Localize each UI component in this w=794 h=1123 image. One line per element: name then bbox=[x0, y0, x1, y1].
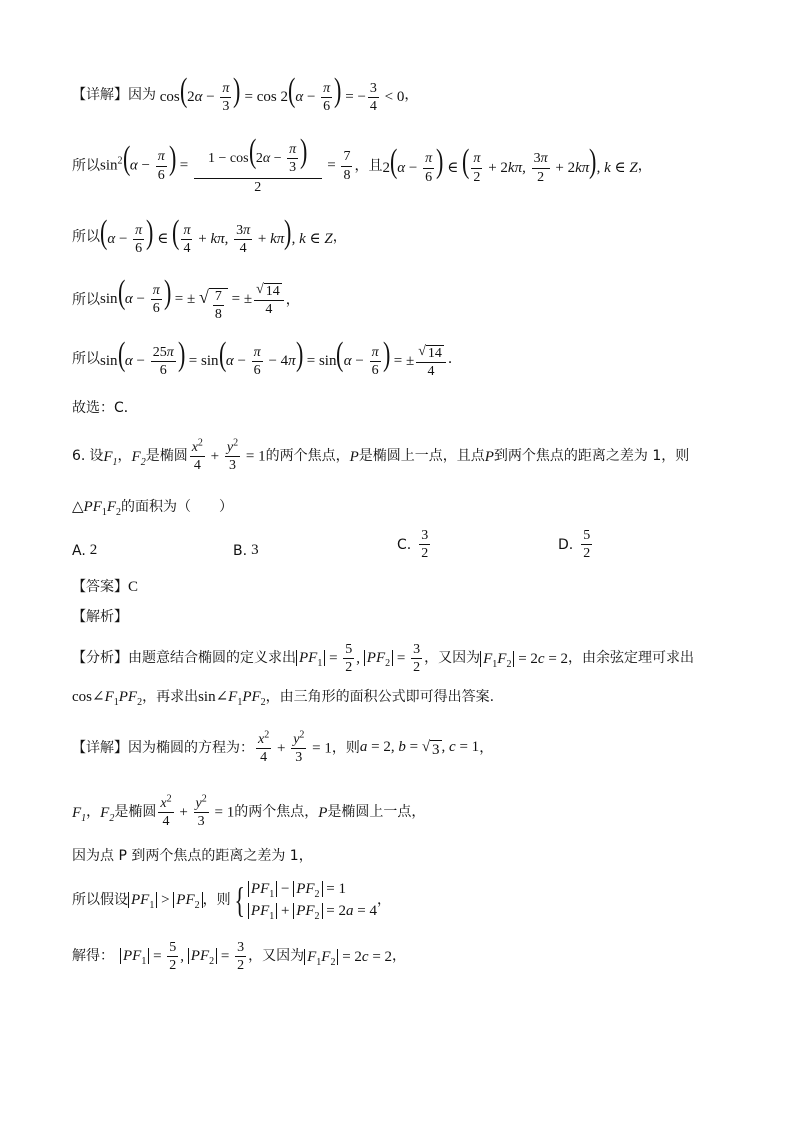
detail-q6-line-5 bbox=[72, 940, 754, 974]
math-range-alpha: (α − $\frac{\pi}{6}$ ) ∈ ( $\frac{\pi}{4}$ + kπ, $\frac{3\pi}{4}$ + kπ), k ∈ Z bbox=[99, 214, 333, 257]
fenxi-line-1 bbox=[72, 642, 754, 676]
fenxi-text-5: ，由三角形的面积公式即可得出答案. bbox=[265, 688, 495, 705]
math-triangle: $\triangle PF_1F_2$ bbox=[72, 499, 122, 518]
detail-line-2 bbox=[72, 133, 754, 195]
detail-line-1 bbox=[72, 72, 754, 115]
detail-q6-line-4 bbox=[72, 880, 754, 921]
detail-eq-text-1: 因为椭圆的方程为： bbox=[128, 740, 254, 757]
math-ellipse-2: $\frac{x^2}{4}$ + $\frac{y^2}{3}$ = 1 bbox=[258, 729, 332, 766]
option-b[interactable] bbox=[233, 542, 259, 559]
math-sin-angle: $\sin\angle F_1PF_2$ bbox=[198, 689, 266, 708]
text-yinwei: 因为 bbox=[128, 86, 156, 103]
stem-text-3: 的两个焦点， bbox=[265, 448, 350, 465]
option-a-value: 2 bbox=[89, 542, 98, 558]
stem-comma: ， bbox=[117, 448, 132, 465]
detail-q6-line-2 bbox=[72, 793, 754, 830]
assume-text-2: ，则 bbox=[202, 891, 231, 908]
fenxi-text-1: 由题意结合椭圆的定义求出 bbox=[128, 650, 296, 667]
option-d-value: $\frac{5}{2}$ bbox=[583, 528, 591, 562]
math-f1: $F_1$ bbox=[103, 448, 118, 468]
math-cos-eq: cos(2α − $\frac{\pi}{3}$ ) = cos 2(α − $\frac{\pi}{6}$ ) = − $\frac{3}{4}$ < 0 bbox=[156, 72, 405, 115]
stem-text-5: 到两个焦点的距离之差为 1，则 bbox=[493, 448, 690, 465]
text-comma-2: ， bbox=[637, 157, 652, 174]
text-comma-4: ， bbox=[285, 291, 300, 308]
text-suoyi: 所以 bbox=[72, 157, 100, 174]
math-pf-values: $PF_1$ = $\frac{5}{2}$ , $PF_2$ = $\frac{3}{2}$ bbox=[296, 642, 424, 676]
math-abc: a = 2, b = √ 3 , c = 1 bbox=[359, 739, 480, 759]
foci-text-3: 是椭圆上一点， bbox=[327, 804, 426, 821]
answer-line bbox=[72, 578, 754, 596]
solve-comma: ， bbox=[392, 948, 407, 965]
fenxi-text-4: ，再求出 bbox=[142, 688, 199, 705]
math-f1-b: $F_1$ bbox=[72, 804, 87, 824]
text-comma: ， bbox=[404, 86, 419, 103]
conclusion-line: 故选：C． bbox=[72, 400, 138, 416]
text-period: ． bbox=[447, 351, 462, 368]
math-sin-squared: $\sin^2(\alpha$ − $\frac{\pi}{6}$ ) = 1 − cos(2α − $\frac{\pi}{3}$ ) 2 = $\frac{7}{8}$ bbox=[100, 133, 351, 195]
detail-line-5 bbox=[72, 336, 754, 380]
foci-text-1: 是椭圆 bbox=[114, 804, 157, 821]
stem-text-1: 设 bbox=[89, 448, 104, 465]
math-p-3: P bbox=[318, 804, 328, 821]
foci-comma: ， bbox=[86, 804, 101, 821]
option-c[interactable] bbox=[397, 528, 432, 562]
math-f1f2: $F_1F_2 = 2c = 2$ bbox=[480, 650, 568, 668]
math-range-2alpha: 2(α − $\frac{\pi}{6}$ ) ∈ ( $\frac{\pi}{2}$ + 2kπ, $\frac{3\pi}{2}$ + 2kπ), k ∈ Z bbox=[382, 142, 638, 185]
detail-line-3 bbox=[72, 214, 754, 257]
detail-eq-comma: ， bbox=[479, 740, 494, 757]
assume-text-1: 所以假设 bbox=[72, 891, 128, 908]
text-suoyi-4: 所以 bbox=[72, 351, 100, 368]
math-f2-b: $F_2$ bbox=[100, 804, 115, 824]
option-c-value: $\frac{3}{2}$ bbox=[421, 528, 429, 562]
question6-stem-line-1 bbox=[72, 437, 754, 474]
solve-text-2: ，又因为 bbox=[248, 948, 305, 965]
math-cos-angle: $\cos\angle F_1PF_2$ bbox=[72, 689, 143, 708]
math-p: P bbox=[349, 448, 359, 465]
detail-line-4 bbox=[72, 274, 754, 323]
fenxi-text-2: ，又因为 bbox=[424, 650, 481, 667]
analysis-tag: 【解析】 bbox=[72, 609, 128, 625]
fenxi-tag: 【分析】 bbox=[72, 650, 128, 667]
fenxi-line-2 bbox=[72, 688, 754, 706]
stem-line2-suffix: 的面积为（ ） bbox=[121, 498, 234, 515]
text-suoyi-3: 所以 bbox=[72, 291, 100, 308]
stem-text-2: 是椭圆 bbox=[145, 448, 188, 465]
math-ellipse-3: $\frac{x^2}{4}$ + $\frac{y^2}{3}$ = 1 bbox=[160, 793, 235, 830]
detail-tag: 【详解】 bbox=[72, 86, 128, 103]
option-c-label: C. bbox=[397, 536, 412, 553]
option-a-label: A. bbox=[72, 542, 86, 559]
math-f1f2-2: $F_1F_2 = 2c = 2$ bbox=[304, 948, 392, 966]
math-sin-25pi: sin(α − $\frac{25\pi}{6}$ ) = sin(α − $\frac{\pi}{6}$ − 4π) = sin(α − $\frac{\pi}{6}$ ) = ± √ 14 4 bbox=[100, 340, 448, 379]
option-d-label: D. bbox=[558, 536, 574, 553]
question-number: 6. bbox=[72, 448, 86, 465]
detail-eq-text-2: ，则 bbox=[331, 740, 360, 757]
math-solve-values: $PF_1$ = $\frac{5}{2}$ , $PF_2$ = $\frac{3}{2}$ bbox=[120, 940, 248, 974]
answer-value: C bbox=[128, 579, 139, 595]
fenxi-text-3: ，由余弦定理可求出 bbox=[568, 650, 695, 667]
option-b-value: 3 bbox=[251, 542, 259, 558]
math-f2: $F_2$ bbox=[131, 448, 146, 468]
detail-q6-line-3: 因为点 P 到两个焦点的距离之差为 1， bbox=[72, 848, 313, 864]
option-d[interactable] bbox=[558, 528, 594, 562]
question6-stem-line-2 bbox=[72, 498, 754, 516]
answer-tag: 【答案】 bbox=[72, 578, 128, 595]
text-suoyi-2: 所以 bbox=[72, 228, 100, 245]
text-comma-3: ， bbox=[332, 228, 347, 245]
math-ellipse: $\frac{x^2}{4}$ + $\frac{y^2}{3}$ = 1 bbox=[191, 437, 266, 474]
math-sin-value: sin(α − $\frac{\pi}{6}$ ) = ± √ $\frac{7}{8}$ = ± √ 14 4 bbox=[100, 278, 286, 323]
math-p-2: P bbox=[484, 448, 494, 465]
detail-q6-line-1 bbox=[72, 729, 754, 766]
detail-tag-2: 【详解】 bbox=[72, 740, 128, 757]
stem-text-4: 是椭圆上一点，且点 bbox=[358, 448, 485, 465]
math-assume: $PF_1 > PF_2$ bbox=[128, 891, 203, 909]
math-system: { $PF_1 - PF_2 = 1$ $PF_1 + PF_2 = 2a = 4$ bbox=[234, 880, 377, 923]
text-qie: ，且 bbox=[354, 157, 383, 174]
assume-comma: ， bbox=[376, 891, 391, 908]
option-a[interactable] bbox=[72, 542, 97, 559]
option-b-label: B. bbox=[233, 542, 248, 559]
foci-text-2: 的两个焦点， bbox=[234, 804, 319, 821]
solve-label: 解得： bbox=[72, 948, 114, 965]
